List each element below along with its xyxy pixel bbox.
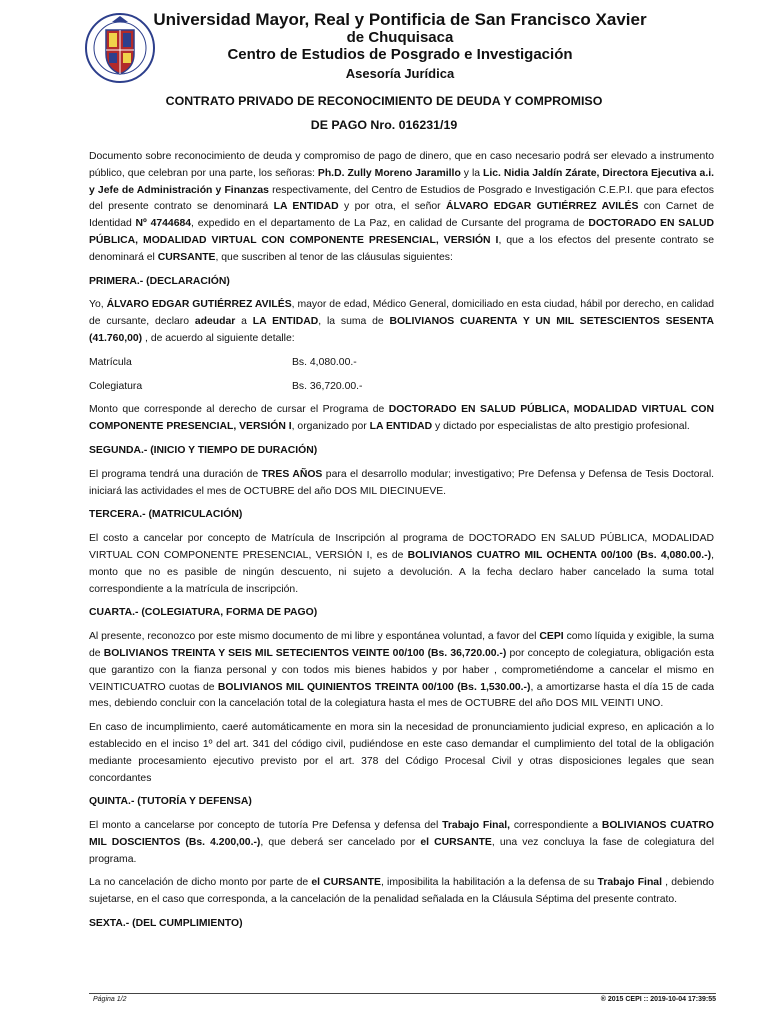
page-footer bbox=[89, 993, 716, 1003]
clause-heading-segunda: SEGUNDA.- (INICIO Y TIEMPO DE DURACIÓN) bbox=[89, 444, 318, 456]
contract-title-line1: CONTRATO PRIVADO DE RECONOCIMIENTO DE DEUDA Y COMPROMISO bbox=[165, 94, 603, 108]
text-run: y por otra, el señor bbox=[338, 201, 446, 213]
clause-heading-cuarta: CUARTA.- (COLEGIATURA, FORMA DE PAGO) bbox=[89, 607, 318, 619]
center-name: Centro de Estudios de Posgrado e Investigación bbox=[227, 46, 573, 63]
detail-row-matricula bbox=[89, 355, 714, 372]
bold-text-run: BOLIVIANOS CUARENTA Y UN MIL SETESCIENTOS SESENTA (41.760,00) bbox=[89, 316, 714, 344]
text-run: El costo a cancelar por concepto de Matrícula de Inscripción al programa de DOCTORADO EN SALUD PÚBLICA, MODALIDAD VIRTUAL CON COMPONENTE PRESENCIAL, VERSIÓN I, es de bbox=[89, 533, 714, 561]
intro-paragraph bbox=[89, 149, 714, 267]
detail-amount: Bs. 36,720.00.- bbox=[292, 380, 363, 392]
contract-title bbox=[80, 93, 688, 133]
clause-cuarta-paragraph-2 bbox=[89, 720, 714, 787]
detail-label: Colegiatura bbox=[89, 380, 143, 392]
contract-body bbox=[89, 149, 714, 940]
text-run: , que suscriben al tenor de las cláusulas siguientes: bbox=[215, 251, 453, 263]
clause-heading-quinta: QUINTA.- (TUTORÍA Y DEFENSA) bbox=[89, 796, 252, 808]
text-run: Yo, bbox=[89, 299, 107, 311]
clause-cuarta-paragraph bbox=[89, 629, 714, 713]
text-run: En caso de incumplimiento, caeré automáticamente en mora sin la necesidad de pronunciamiento judicial expreso, en aplicación a lo establecido en el inciso 1º del art. 341 del código civil, pudiéndose en este caso demandar el cumplimiento del total de la obligación mediante procesamiento ejecutivo previsto por el art. 378 del Código Procesal Civil y otras disposiciones legales que sean concordantes bbox=[89, 722, 714, 784]
bold-text-run: BOLIVIANOS TREINTA Y SEIS MIL SETECIENTOS VEINTE 00/100 (Bs. 36,720.00.-) bbox=[103, 647, 507, 659]
bold-text-run: ÁLVARO EDGAR GUTIÉRREZ AVILÉS bbox=[106, 299, 292, 311]
detail-row-colegiatura bbox=[89, 379, 714, 396]
bold-text-run: BOLIVIANOS CUATRO MIL DOSCIENTOS (Bs. 4.200,00.-) bbox=[89, 820, 714, 848]
text-run: Documento sobre reconocimiento de deuda y compromiso de pago de dinero, que en caso necesario podrá ser elevado a instrumento público, que celebran por una parte, los señoras: bbox=[89, 151, 714, 179]
bold-text-run: Trabajo Final bbox=[597, 877, 662, 889]
document-header bbox=[150, 11, 650, 83]
bold-text-run: BOLIVIANOS MIL QUINIENTOS TREINTA 00/100 (Bs. 1,530.00.-) bbox=[217, 681, 531, 693]
text-run: , organizado por bbox=[291, 421, 370, 433]
clause-heading-tercera: TERCERA.- (MATRICULACIÓN) bbox=[89, 509, 243, 521]
bold-text-run: CEPI bbox=[539, 631, 564, 643]
bold-text-run: LA ENTIDAD bbox=[252, 316, 319, 328]
bold-text-run: Ph.D. Zully Moreno Jaramillo bbox=[317, 167, 461, 179]
bold-text-run: DOCTORADO EN SALUD PÚBLICA, MODALIDAD VIRTUAL CON COMPONENTE PRESENCIAL, VERSIÓN I bbox=[89, 218, 715, 246]
bold-text-run: LA ENTIDAD bbox=[273, 201, 339, 213]
clause-quinta-paragraph-2 bbox=[89, 875, 714, 909]
copyright-timestamp: ® 2015 CEPI :: 2019-10-04 17:39:55 bbox=[600, 996, 716, 1003]
text-run: , mayor de edad, Médico General, domiciliado en esta ciudad, hábil por derecho, en calidad de cursante, declaro bbox=[89, 299, 715, 328]
clause-tercera-paragraph bbox=[89, 531, 714, 598]
text-run: , monto que no es pasible de ningún descuento, ni sujeto a devolución. A la fecha declaro haber cancelado la suma total correspondiente a la matrícula de inscripción. bbox=[89, 549, 714, 595]
text-run: respectivamente, del Centro de Estudios de Posgrado e Investigación C.E.P.I. que para efectos del presente contrato se denominará bbox=[89, 184, 714, 213]
text-run: Monto que corresponde al derecho de cursar el Programa de bbox=[89, 404, 389, 416]
page-number: Página 1/2 bbox=[93, 996, 127, 1003]
text-run: , debiendo sujetarse, en el caso que corresponda, a la cancelación de la penalidad señalada en la Cláusula Séptima del presente contrato. bbox=[89, 877, 715, 906]
office-name: Asesoría Jurídica bbox=[345, 66, 455, 81]
text-run: Al presente, reconozco por este mismo documento de mi libre y espontánea voluntad, a favor del bbox=[89, 631, 540, 643]
text-run: y dictado por especialistas de alto prestigio profesional. bbox=[432, 421, 690, 433]
text-run: por concepto de colegiatura, obligación esta que garantizo con la fianza personal y con todos mis bienes habidos y por haber , comprometiéndome a cancelar el mismo en VEINTICUATRO cuotas de bbox=[89, 647, 714, 693]
clause-segunda-paragraph bbox=[89, 467, 714, 501]
text-run: , imposibilita la habilitación a la defensa de su bbox=[380, 877, 598, 889]
university-seal-icon bbox=[84, 10, 156, 90]
university-name-line2: de Chuquisaca bbox=[346, 29, 454, 46]
contract-title-line2: DE PAGO Nro. 016231/19 bbox=[310, 118, 458, 132]
bold-text-run: Nº 4744684 bbox=[135, 218, 192, 230]
bold-text-run: el CURSANTE bbox=[420, 836, 492, 848]
bold-text-run: LA ENTIDAD bbox=[369, 421, 433, 433]
text-run: , a amortizarse hasta el día 15 de cada mes, debiendo concluir con la cancelación total de la colegiatura hasta el mes de OCTUBRE del año DOS MIL VEINTI UNO. bbox=[89, 681, 714, 710]
clause-primera-paragraph bbox=[89, 297, 714, 347]
text-run: , la suma de bbox=[318, 316, 390, 328]
clause-quinta-paragraph bbox=[89, 818, 714, 868]
clause-heading-sexta: SEXTA.- (DEL CUMPLIMIENTO) bbox=[89, 918, 243, 930]
text-run: El monto a cancelarse por concepto de tutoría Pre Defensa y defensa del bbox=[89, 820, 443, 832]
text-run: y la bbox=[460, 167, 484, 179]
bold-text-run: BOLIVIANOS CUATRO MIL OCHENTA 00/100 (Bs. 4,080.00.-) bbox=[407, 549, 712, 561]
text-run: , que a los efectos del presente contrato se denominará el bbox=[89, 234, 715, 263]
text-run: La no cancelación de dicho monto por parte de bbox=[89, 877, 312, 889]
text-run: , que deberá ser cancelado por bbox=[260, 836, 421, 848]
text-run: como líquida y exigible, la suma de bbox=[89, 631, 714, 659]
bold-text-run: DOCTORADO EN SALUD PÚBLICA, MODALIDAD VIRTUAL CON COMPONENTE PRESENCIAL, VERSIÓN I bbox=[89, 404, 714, 433]
detail-amount: Bs. 4,080.00.- bbox=[292, 356, 357, 368]
text-run: , una vez concluya la fase de colegiatura del programa. bbox=[89, 836, 714, 865]
text-run: para el desarrollo modular; investigativo; Pre Defensa y Defensa de Tesis Doctoral. iniciará las actividades el mes de OCTUBRE del año DOS MIL DIECINUEVE. bbox=[89, 468, 715, 497]
clause-heading-primera: PRIMERA.- (DECLARACIÓN) bbox=[89, 275, 230, 287]
bold-text-run: el CURSANTE bbox=[311, 877, 381, 889]
bold-text-run: ÁLVARO EDGAR GUTIÉRREZ AVILÉS bbox=[445, 201, 639, 213]
bold-text-run: Trabajo Final, bbox=[442, 820, 511, 832]
bold-text-run: Lic. Nidia Jaldín Zárate, Directora Ejecutiva a.i. y Jefe de Administración y Finanzas bbox=[89, 167, 714, 196]
clause-primera-paragraph-2 bbox=[89, 402, 714, 436]
text-run: con Carnet de Identidad bbox=[89, 201, 715, 230]
text-run: correspondiente a bbox=[510, 820, 602, 832]
detail-label: Matrícula bbox=[89, 356, 132, 368]
text-run: El programa tendrá una duración de bbox=[89, 468, 262, 480]
text-run: , de acuerdo al siguiente detalle: bbox=[142, 332, 295, 344]
bold-text-run: TRES AÑOS bbox=[261, 468, 323, 480]
text-run: , expedido en el departamento de La Paz, en calidad de Cursante del programa de bbox=[191, 218, 589, 230]
text-run: a bbox=[235, 316, 253, 328]
university-name: Universidad Mayor, Real y Pontificia de San Francisco Xavier bbox=[153, 10, 647, 29]
bold-text-run: CURSANTE bbox=[157, 251, 216, 263]
bold-text-run: adeudar bbox=[194, 316, 236, 328]
